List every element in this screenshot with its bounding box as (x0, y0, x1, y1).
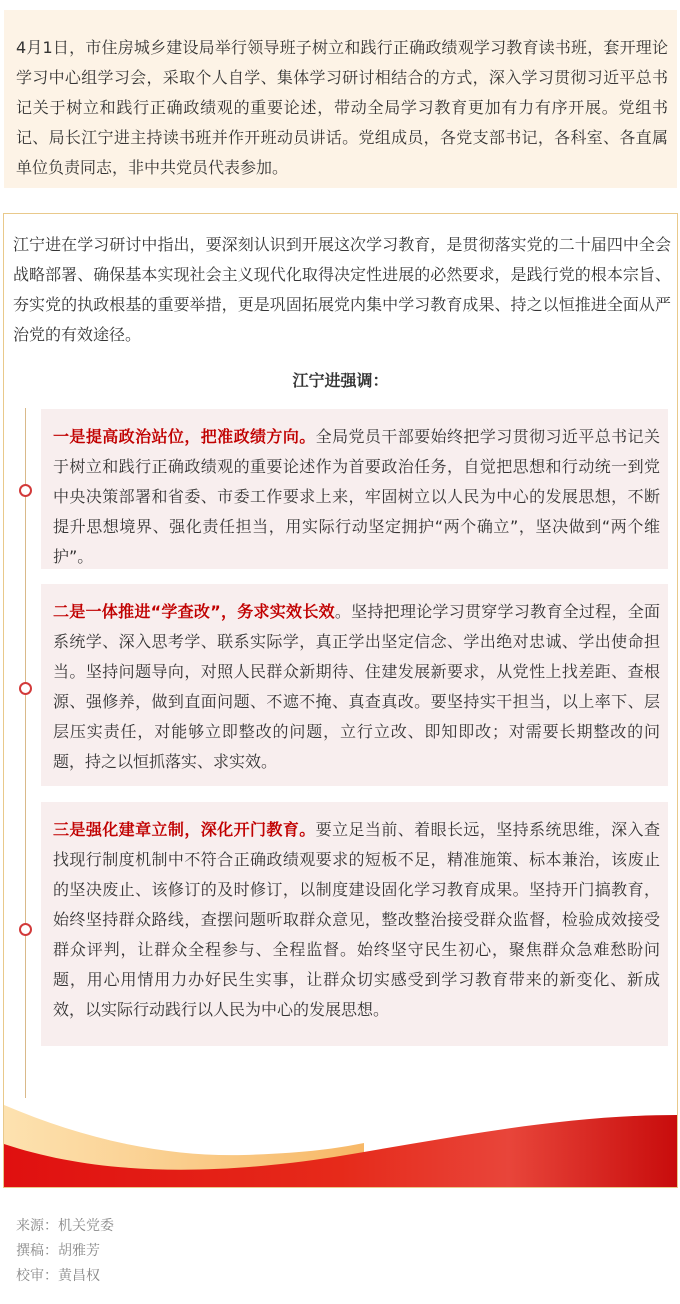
point-body: 。坚持把理论学习贯穿学习教育全过程，全面系统学、深入思考学、联系实际学，真正学出坚定信念、学出绝对忠诚、学出使命担当。坚持问题导向，对照人民群众新期待、住建发展新要求，从党性上找差距、查根源、强修养，做到直面问题、不遮不掩、真查真改。要坚持实干担当，以上率下、层层压实责任，对能够立即整改的问题，立行立改、即知即改；对需要长期整改的问题，持之以恒抓落实、求实效。 (53, 602, 660, 771)
point-title: 三是强化建章立制，深化开门教育。 (53, 820, 316, 839)
point-title: 一是提高政治站位，把准政绩方向。 (53, 427, 316, 446)
content-frame (3, 213, 678, 1188)
timeline-line (25, 408, 26, 1098)
intro-text: 4月1日，市住房城乡建设局举行领导班子树立和践行正确政绩观学习教育读书班，套开理论学习中心组学习会，采取个人自学、集体学习研讨相结合的方式，深入学习贯彻习近平总书记关于树立和践行正确政绩观的重要论述，带动全局学习教育更加有力有序开展。党组书记、局长江宁进主持读书班并作开班动员讲话。党组成员，各党支部书记，各科室、各直属单位负责同志，非中共党员代表参加。 (16, 38, 668, 177)
lead-paragraph: 江宁进在学习研讨中指出，要深刻认识到开展这次学习教育，是贯彻落实党的二十届四中全会战略部署、确保基本实现社会主义现代化取得决定性进展的必然要求，是践行党的根本宗旨、夯实党的执政根基的重要举措，更是巩固拓展党内集中学习教育成果、持之以恒推进全面从严治党的有效途径。 (13, 235, 671, 344)
point-body: 要立足当前、着眼长远，坚持系统思维，深入查找现行制度机制中不符合正确政绩观要求的短板不足，精准施策、标本兼治，该废止的坚决废止、该修订的及时修订，以制度建设固化学习教育成果。坚持开门搞教育，始终坚持群众路线，查摆问题听取群众意见，整改整治接受群众监督，检验成效接受群众评判，让群众全程参与、全程监督。始终坚守民生初心，聚焦群众急难愁盼问题，用心用情用力办好民生实事，让群众切实感受到学习教育带来的新变化、新成效，以实际行动践行以人民为中心的发展思想。 (53, 820, 660, 1019)
credit-source: 来源：机关党委 (16, 1218, 114, 1234)
point-card-2 (41, 584, 668, 786)
credits (16, 1214, 114, 1289)
point-card-3 (41, 802, 668, 1046)
credit-reviewer: 校审：黄昌权 (16, 1268, 100, 1284)
credit-author: 撰稿：胡雅芳 (16, 1243, 100, 1259)
timeline-dot-icon (19, 682, 32, 695)
point-body: 全局党员干部要始终把学习贯彻习近平总书记关于树立和践行正确政绩观的重要论述作为首要政治任务，自觉把思想和行动统一到党中央决策部署和省委、市委工作要求上来，牢固树立以人民为中心的发展思想，不断提升思想境界、强化责任担当，用实际行动坚定拥护“两个确立”，坚决做到“两个维护”。 (53, 427, 660, 566)
section-heading: 江宁进强调： (292, 371, 389, 390)
timeline-dot-icon (19, 923, 32, 936)
point-title: 二是一体推进“学查改”，务求实效长效 (53, 602, 335, 621)
timeline-dot-icon (19, 484, 32, 497)
intro-box (4, 10, 677, 188)
point-card-1 (41, 409, 668, 569)
red-wave-decoration (4, 1099, 677, 1187)
